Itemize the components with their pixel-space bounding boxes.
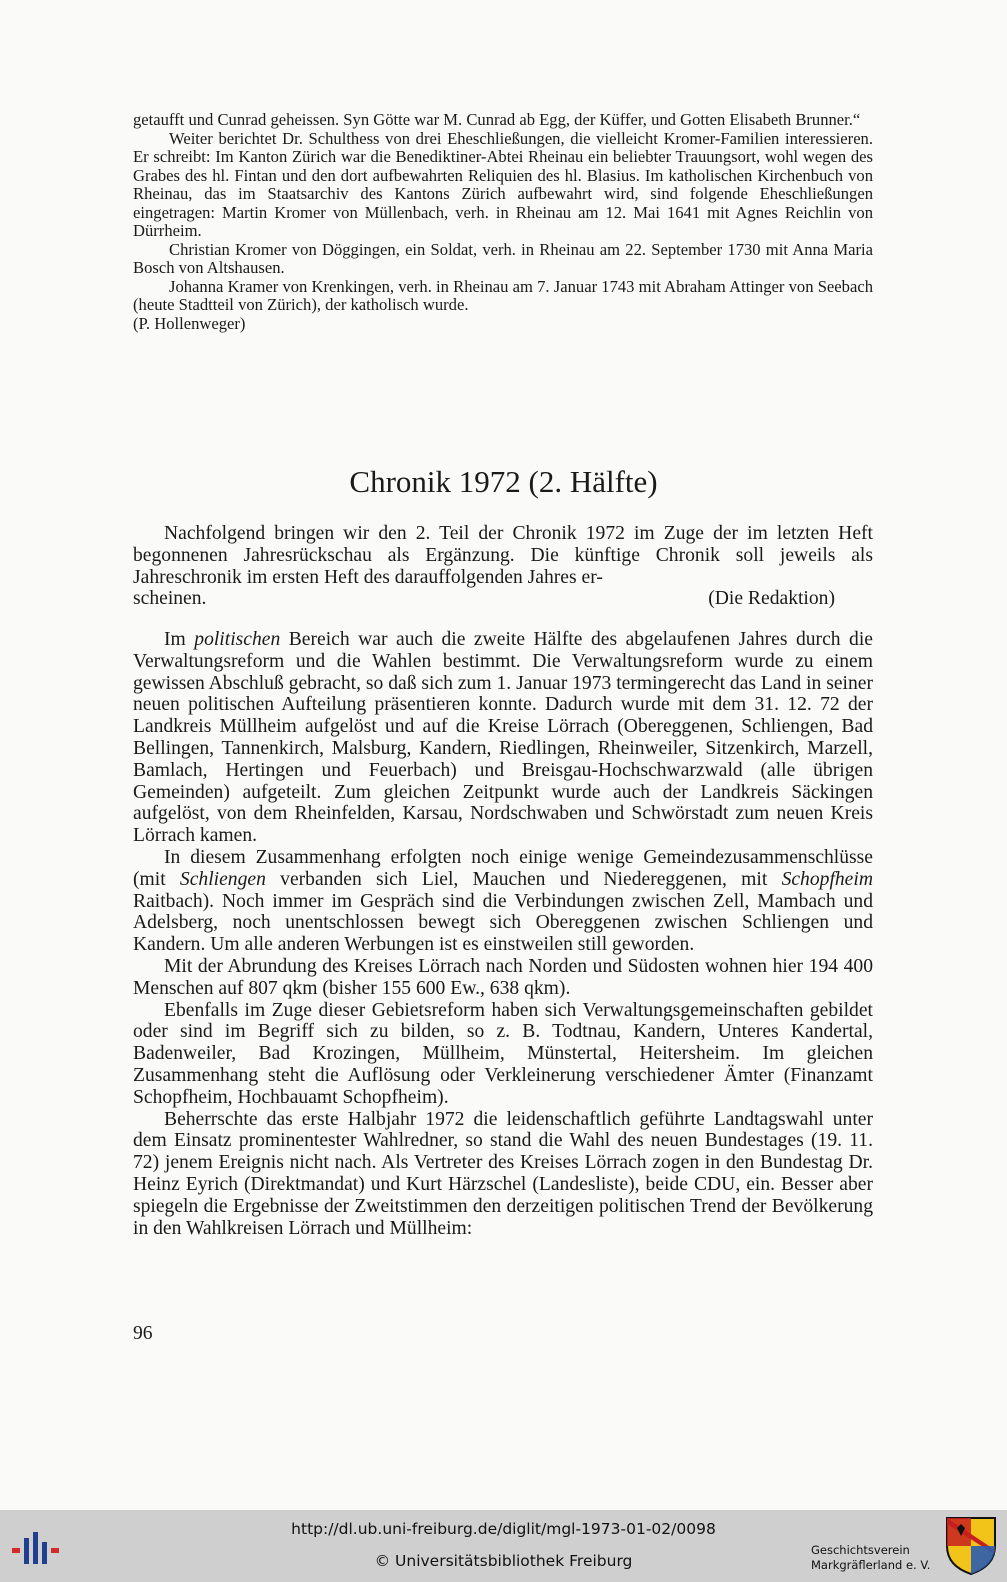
coat-of-arms-icon — [945, 1516, 997, 1576]
paragraph: In diesem Zusammenhang erfolgten noch einige wenige Gemeindezusammenschlüsse (mit Schliengen verbanden sich Liel, Mauchen und Niedereggenen, mit Schopfheim Raitbach). Noch immer im Gespräch sind die Verbindungen zwischen Zell, Mambach und Adelsberg, noch unentschlossen bewegt sich Obereggenen zwischen Schliengen und Kandern. Um alle anderen Werbungen ist es einstweilen still geworden. — [133, 846, 873, 956]
continued-section — [133, 111, 873, 333]
society-name: Geschichtsverein Markgräflerland e. V. — [811, 1543, 931, 1572]
paragraph: getaufft und Cunrad geheissen. Syn Götte war M. Cunrad ab Egg, der Küffer, und Gotten Elisabeth Brunner.“ — [133, 110, 861, 129]
copyright-notice: © Universitätsbibliothek Freiburg — [374, 1552, 633, 1570]
permalink-url[interactable]: http://dl.ub.uni-freiburg.de/diglit/mgl-1973-01-02/0098 — [291, 1520, 716, 1538]
paragraph: Beherrschte das erste Halbjahr 1972 die leidenschaftlich geführte Landtagswahl unter dem Einsatz prominentester Wahlredner, so stand die Wahl des neuen Bundestages (19. 11. 72) jenem Ereignis nicht nach. Als Vertreter des Kreises Lörrach zogen in den Bundestag Dr. Heinz Eyrich (Direktmandat) und Kurt Härzschel (Landesliste), beide CDU, ein. Besser aber spiegeln die Ergebnisse der Zweitstimmen den derzeitigen politischen Trend der Bevölkerung in den Wahlkreisen Lörrach und Müllheim: — [133, 1108, 873, 1239]
page-number: 96 — [133, 1323, 153, 1344]
article-heading: Chronik 1972 (2. Hälfte) — [349, 464, 658, 499]
emphasis: Schliengen — [179, 868, 266, 890]
footer-bar — [0, 1510, 1007, 1582]
paragraph: Christian Kromer von Döggingen, ein Soldat, verh. in Rheinau am 22. September 1730 mit Anna Maria Bosch von Altshausen. — [133, 239, 873, 277]
paragraph: Im politischen Bereich war auch die zweite Hälfte des abgelaufenen Jahres durch die Verwaltungsreform und die Wahlen bestimmt. Die Verwaltungsreform wurde zu einem gewissen Abschluß gebracht, so daß sich zum 1. Januar 1973 termingerecht das Land in seiner neuen politischen Aufteilung präsentieren konnte. Dadurch wurde mit dem 31. 12. 72 der Landkreis Müllheim aufgelöst und auf die Kreise Lörrach (Obereggenen, Schliengen, Bad Bellingen, Tannenkirch, Malsburg, Kandern, Riedlingen, Rheinweiler, Sitzenkirch, Marzell, Bamlach, Hertingen und Feuerbach) und Breisgau-Hochschwarzwald (alle übrigen Gemeinden) aufgeteilt. Zum gleichen Zeitpunkt wurde auch der Landkreis Säckingen aufgelöst, von dem Rheinfelden, Karsau, Nordschwaben und Schwörstadt zum neuen Kreis Lörrach kamen. — [133, 629, 874, 847]
editorial-intro — [133, 523, 873, 610]
paragraph: Johanna Kramer von Krenkingen, verh. in Rheinau am 7. Januar 1743 mit Abraham Attinger von Seebach (heute Stadtteil von Zürich), der katholisch wurde. — [133, 276, 873, 314]
emphasis: politischen — [194, 629, 281, 650]
editorial-credit: (Die Redaktion) — [708, 588, 835, 610]
intro-text: Nachfolgend bringen wir den 2. Teil der Chronik 1972 im Zuge der im letzten Heft begonnenen Jahresrückschau als Ergänzung. Die künftige Chronik soll jeweils als Jahreschronik im ersten Heft des darauffolgenden Jahres er- — [133, 523, 873, 588]
paragraph: Mit der Abrundung des Kreises Lörrach nach Norden und Südosten wohnen hier 194 400 Menschen auf 807 qkm (bisher 155 600 Ew., 638 qkm). — [133, 955, 873, 999]
paragraph: Ebenfalls im Zuge dieser Gebietsreform haben sich Verwaltungsgemeinschaften gebildet oder sind im Begriff sich zu bilden, so z. B. Todtnau, Kandern, Unteres Kandertal, Badenweiler, Bad Krozingen, Müllheim, Münstertal, Heitersheim. Im gleichen Zusammenhang steht die Auflösung oder Verkleinerung verschiedener Ämter (Finanzamt Schopfheim, Hochbauamt Schopfheim). — [133, 999, 873, 1108]
paragraph: Weiter berichtet Dr. Schulthess von drei Eheschließungen, die vielleicht Kromer-Familien interessieren. Er schreibt: Im Kanton Zürich war die Benediktiner-Abtei Rheinau ein beliebter Trauungsort, wohl wegen des Grabes des hl. Fintan und den dort aufbewahrten Reliquien des hl. Blasius. Im katholischen Kirchenbuch von Rheinau, das im Staatsarchiv des Kantons Zürich aufbewahrt wird, sind folgende Eheschließungen eingetragen: Martin Kromer von Müllenbach, verh. in Rheinau am 12. Mai 1641 mit Agnes Reichlin von Dürrheim. — [133, 128, 873, 240]
author-signature: (P. Hollenweger) — [133, 313, 246, 333]
chronicle-body — [133, 629, 873, 1239]
emphasis: Schopfheim — [781, 868, 873, 890]
intro-last-word: scheinen. — [133, 588, 207, 610]
